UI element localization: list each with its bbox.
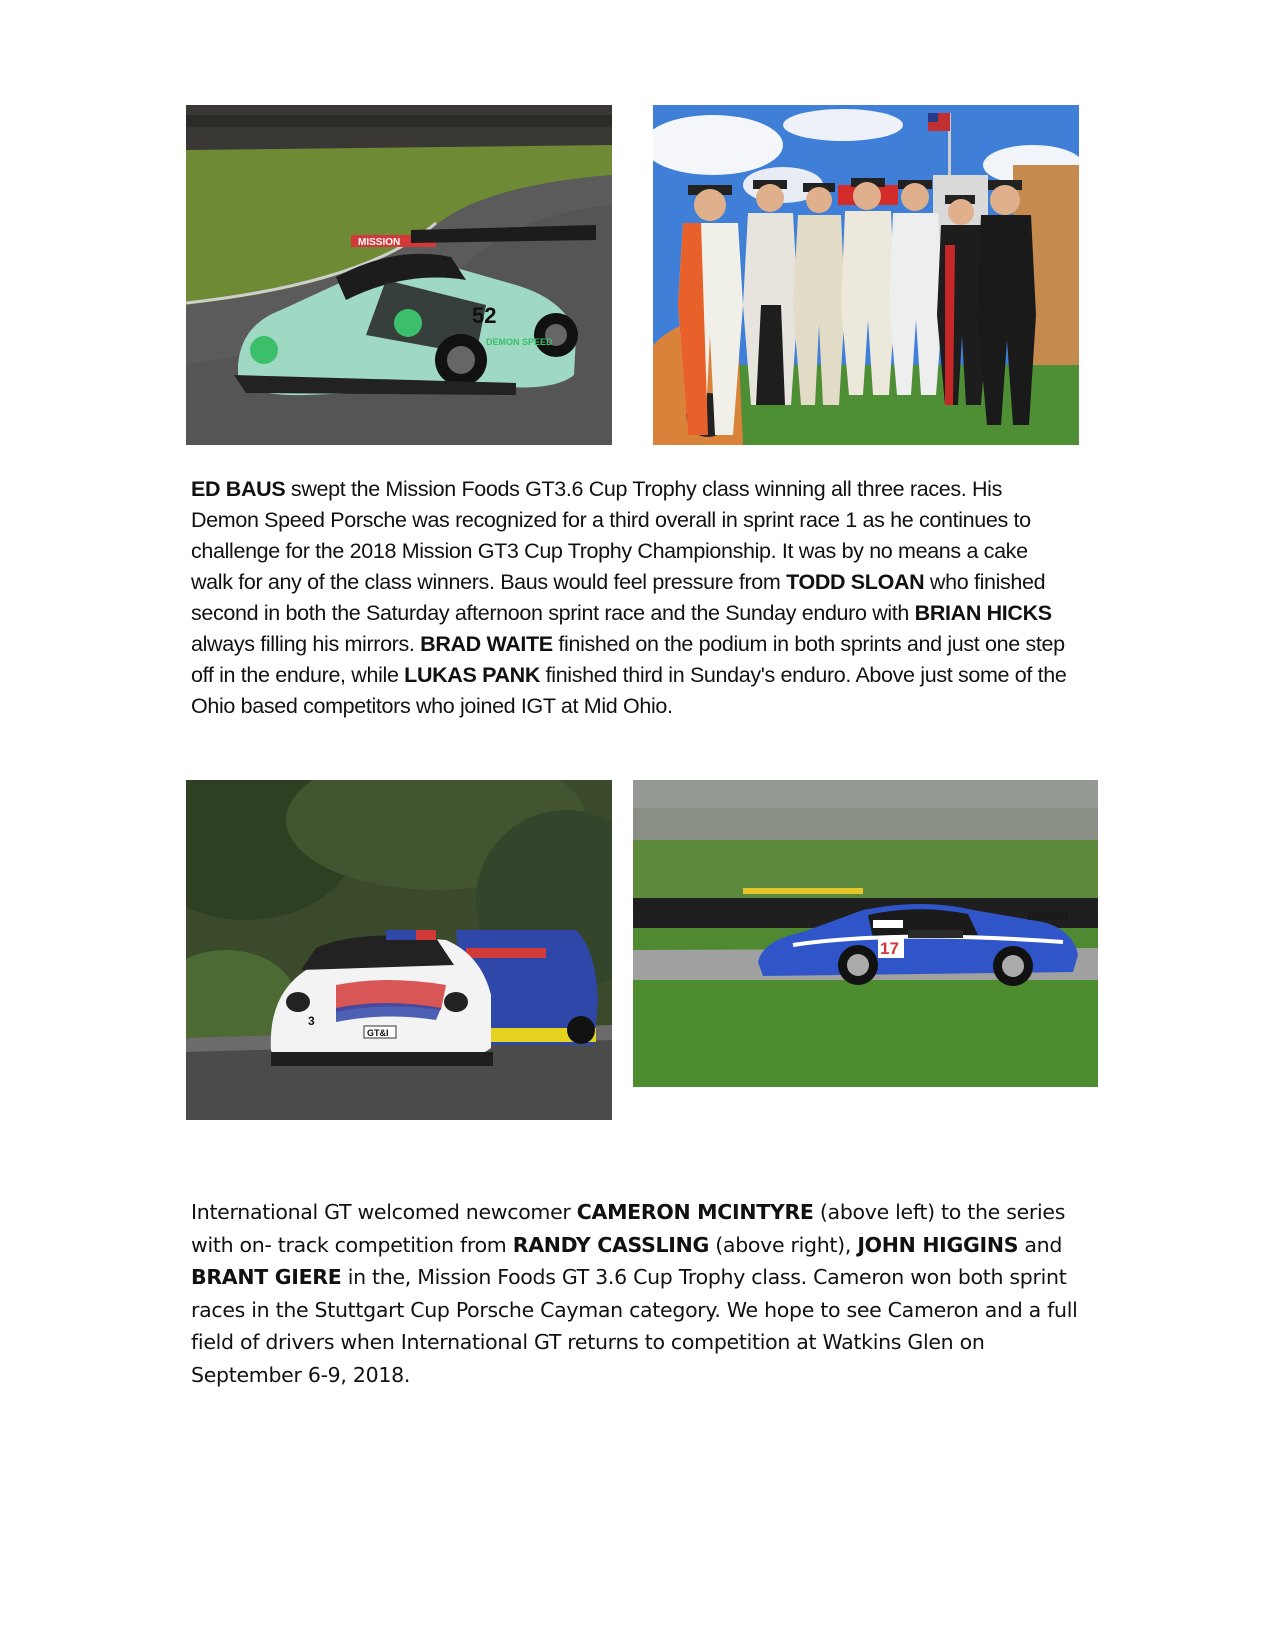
- text-run: and: [1018, 1232, 1063, 1257]
- name-brant-giere: BRANT GIERE: [191, 1265, 342, 1289]
- photo-blue-porsche-17: [633, 780, 1098, 1087]
- name-ed-baus: ED BAUS: [191, 477, 286, 501]
- car52-sponsor: DEMON SPEED: [486, 337, 553, 347]
- name-john-higgins: JOHN HIGGINS: [857, 1232, 1019, 1257]
- car17-number: 17: [880, 939, 899, 958]
- text-run: who finished second in both the Saturday afternoon sprint race and the Sunday enduro with: [191, 570, 1046, 625]
- car52-number: 52: [472, 303, 497, 328]
- text-run: always filling his mirrors.: [191, 632, 421, 656]
- photo-white-cayman-3: [186, 780, 612, 1120]
- article-paragraph-1: [191, 474, 1071, 722]
- name-cameron-mcintyre: CAMERON MCINTYRE: [576, 1200, 814, 1224]
- text-run: swept the Mission Foods GT3.6 Cup Trophy class winning all three races. His Demon Speed Porsche was recognized for a third overall in sprint race 1 as he continues to challenge for the 2018 Mission GT3 Cup Trophy Championship. It was by no means a cake walk for any of the class winners. Baus would feel pressure from: [191, 477, 1031, 594]
- cayman-plate: GT&I: [367, 1028, 389, 1038]
- article-paragraph-2: [191, 1196, 1091, 1391]
- text-run: finished third in Sunday's enduro. Above just some of the Ohio based competitors who joined IGT at Mid Ohio.: [191, 663, 1067, 718]
- car52-banner-text: MISSION: [358, 237, 401, 248]
- name-brian-hicks: BRIAN HICKS: [914, 601, 1052, 625]
- text-run: International GT welcomed newcomer: [191, 1200, 577, 1224]
- photo-drivers-group: [653, 105, 1079, 445]
- text-run: (above right),: [709, 1232, 858, 1257]
- name-randy-cassling: RANDY CASSLING: [512, 1232, 710, 1257]
- cayman-number: 3: [308, 1014, 315, 1028]
- photo-green-porsche-52: [186, 105, 612, 445]
- name-brad-waite: BRAD WAITE: [420, 632, 553, 656]
- name-todd-sloan: TODD SLOAN: [786, 570, 925, 594]
- text-run: finished on the podium in both sprints and just one step off in the endure, while: [191, 632, 1065, 687]
- text-run: (above left) to the series with on- track competition from: [191, 1200, 1066, 1257]
- text-run: in the, Mission Foods GT 3.6 Cup Trophy class. Cameron won both sprint races in the Stuttgart Cup Porsche Cayman category. We hope to see Cameron and a full field of drivers when International GT returns to competition at Watkins Glen on September 6-9, 2018.: [191, 1265, 1078, 1387]
- name-lukas-pank: LUKAS PANK: [404, 663, 541, 687]
